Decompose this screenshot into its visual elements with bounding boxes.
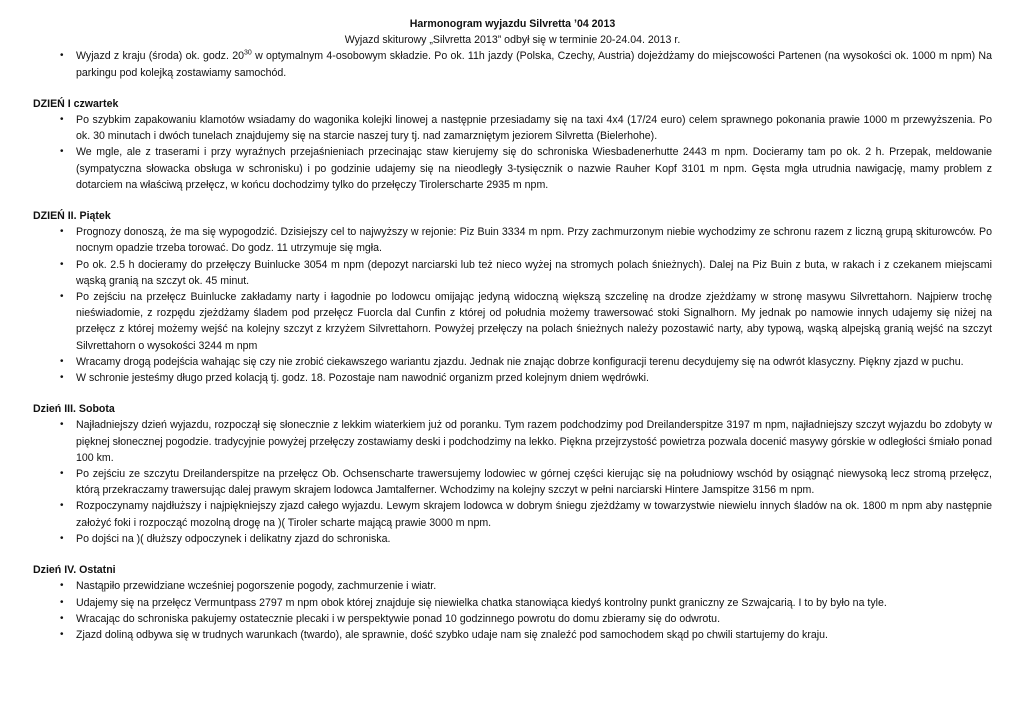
intro-time-superscript: 30 — [244, 49, 252, 57]
bullet-icon: • — [60, 291, 64, 303]
list-item-text: Po dojści na )( dłuższy odpoczynek i delikatny zjazd do schroniska. — [76, 532, 391, 545]
intro-text-start: Wyjazd z kraju (środa) ok. godz. 20 — [76, 50, 244, 63]
day-item-list — [33, 112, 992, 193]
days-container — [33, 96, 992, 643]
bullet-icon: • — [60, 146, 64, 158]
list-item — [60, 627, 992, 643]
bullet-icon: • — [60, 258, 64, 270]
list-item — [60, 578, 992, 594]
list-item-text: Wracając do schroniska pakujemy ostatecznie plecaki i w perspektywie ponad 10 godzinnego powrotu do domu zbieramy się do odwrotu. — [76, 612, 721, 625]
bullet-icon: • — [60, 50, 64, 62]
intro-list — [33, 48, 992, 80]
bullet-icon: • — [60, 500, 64, 512]
list-item-text: We mgle, ale z traserami i przy wyraźnych przejaśnieniach przecinając staw kierujemy się do schroniska Wiesbadenerhutte 2443 m npm. Docieramy tam po ok. 2 h. Przepak, meldowanie (sympatyczna słowacka obsługa w schronisku) i po godzinie udajemy się na nieodległy 3-tysięcznik o nazwie Rauher Kopf 3101 m npm. Gęsta mgła utrudnia nawigację, mamy problem z dotarciem na właściwą przełęcz, w końcu dochodzimy tylko do przełęczy Tirolerscharte 2935 m npm. — [76, 146, 992, 191]
list-item-text: Wracamy drogą podejścia wahając się czy nie zrobić ciekawszego wariantu zjazdu. Jednak nie znając dobrze konfiguracji terenu decydujemy się na odwrót klasyczny. Piękny zjazd w puchu. — [76, 355, 964, 368]
list-item-text: Zjazd doliną odbywa się w trudnych warunkach (twardo), ale sprawnie, dość szybko udaje nam się znaleźć pod samochodem skąd po chwili startujemy do kraju. — [76, 628, 828, 641]
list-item — [60, 112, 992, 144]
list-item — [60, 498, 992, 530]
bullet-icon: • — [60, 612, 64, 624]
day-item-list — [33, 417, 992, 547]
bullet-icon: • — [60, 468, 64, 480]
document-subtitle: Wyjazd skiturowy „Silvretta 2013” odbył się w terminie 20-24.04. 2013 r. — [344, 34, 681, 47]
bullet-icon: • — [60, 628, 64, 640]
day-heading: Dzień III. Sobota — [33, 403, 115, 416]
day-heading: Dzień IV. Ostatni — [33, 564, 116, 577]
day-item-list — [33, 224, 992, 386]
list-item-text: Po zejściu na przełęcz Buinlucke zakładamy narty i łagodnie po lodowcu omijając jedyną widoczną większą szczelinę na drodze zjeżdżamy w stronę masywu Silvrettahorn. Najpierw trochę nieświadomie, z rozpędu zjeżdżamy śladem pod przełęcz Fuorcla dal Cunfin z której od południa możemy trawersować stoki Signalhorn. My jednak po namowie innych udajemy się niżej na przełęcz z której możemy wejść na kolejny szczyt z krzyżem Silvrettahorn. Powyżej przełęczy na polach śnieżnych należy pozostawić narty, aby typową, wąską alpejską granią wejść na szczyt Silvrettahorn o wysokości 3244 m npm — [76, 291, 992, 352]
list-item-text: Prognozy donoszą, że ma się wypogodzić. Dzisiejszy cel to najwyższy w rejonie: Piz Buin 3334 m npm. Przy zachmurzonym niebie wychodzimy ze schronu razem z liczną grupą skiturowców. Po nocnym opadzie trzeba torować. Do godz. 11 utrzymuje się mgła. — [76, 226, 992, 255]
list-item — [60, 144, 992, 193]
bullet-icon: • — [60, 532, 64, 544]
intro-text-end: w optymalnym 4-osobowym składzie. Po ok. 11h jazdy (Polska, Czechy, Austria) dojeżdżamy do miejscowości Partenen (na wysokości ok. 1000 m npm) Na parkingu pod kolejką zostawiamy samochód. — [76, 50, 992, 79]
list-item — [60, 224, 992, 256]
intro-item — [60, 48, 992, 80]
document-title: Harmonogram wyjazdu Silvretta ’04 2013 — [409, 18, 616, 30]
list-item-text: Nastąpiło przewidziane wcześniej pogorszenie pogody, zachmurzenie i wiatr. — [76, 580, 437, 593]
bullet-icon: • — [60, 419, 64, 431]
list-item-text: Po ok. 2.5 h docieramy do przełęczy Buinlucke 3054 m npm (depozyt narciarski lub też nieco wyżej na stromych polach śnieżnych). Dalej na Piz Buin z buta, w rakach i z czekanem miejscami wąską granią na szczyt ok. 45 minut. — [76, 258, 992, 287]
bullet-icon: • — [60, 114, 64, 126]
list-item — [60, 417, 992, 466]
bullet-icon: • — [60, 596, 64, 608]
bullet-icon: • — [60, 580, 64, 592]
list-item — [60, 354, 992, 370]
list-item-text: Najładniejszy dzień wyjazdu, rozpoczął się słonecznie z lekkim wiaterkiem już od poranku. Tym razem podchodzimy pod Dreilanderspitze 3197 m npm, najładniejszy szczyt wyjazdu bo zdobyty w pięknej słonecznej pogodzie. tradycyjnie powyżej przełęczy zostawiamy deski i podchodzimy na lekko. Piękna przejrzystość powietrza pozwala docenić masywy górskie w odległości śmiało ponad 100 km. — [76, 419, 992, 464]
list-item — [60, 289, 992, 354]
list-item-text: W schronie jesteśmy długo przed kolacją tj. godz. 18. Pozostaje nam nawodnić organizm przed kolejnym dniem wędrówki. — [76, 372, 649, 385]
list-item-text: Rozpoczynamy najdłuższy i najpiękniejszy zjazd całego wyjazdu. Lewym skrajem lodowca w dobrym śniegu zjeżdżamy w towarzystwie niewielu innych śladów na ok. 1800 m npm aby następnie założyć foki i rozpocząć mozolną drogę na )( Tiroler scharte mającą prawie 3000 m npm. — [76, 500, 992, 529]
list-item-text: Udajemy się na przełęcz Vermuntpass 2797 m npm obok której znajduje się niewielka chatka stanowiąca kiedyś kontrolny punkt graniczny ze Szwajcarią. I to by było na tyle. — [76, 596, 887, 609]
list-item-text: Po zejściu ze szczytu Dreilanderspitze na przełęcz Ob. Ochsenscharte trawersujemy lodowiec w górnej części kierując się na południowy wschód by osiągnąć niewysoką lecz stromą przełęcz, którą przekraczamy trawersując dalej prawym skrajem lodowca Jamtalferner. Wchodzimy na kolejny szczyt w pełni narciarski Hintere Jamspitze 3156 m npm. — [76, 468, 992, 497]
bullet-icon: • — [60, 226, 64, 238]
list-item — [60, 466, 992, 498]
list-item — [60, 370, 992, 386]
day-item-list — [33, 578, 992, 643]
day-heading: DZIEŃ II. Piątek — [33, 210, 111, 223]
bullet-icon: • — [60, 355, 64, 367]
list-item — [60, 531, 992, 547]
day-heading: DZIEŃ I czwartek — [33, 97, 119, 110]
bullet-icon: • — [60, 372, 64, 384]
list-item — [60, 611, 992, 627]
list-item — [60, 595, 992, 611]
list-item — [60, 257, 992, 289]
list-item-text: Po szybkim zapakowaniu klamotów wsiadamy do wagonika kolejki linowej a następnie przesiadamy się na taxi 4x4 (17/24 euro) celem sprawnego pokonania prawie 1000 m przewyższenia. Po ok. 30 minutach i dwóch tunelach znajdujemy się na starcie naszej tury tj. nad zamarzniętym jeziorem Silvretta (Bielerhohe). — [76, 114, 992, 143]
